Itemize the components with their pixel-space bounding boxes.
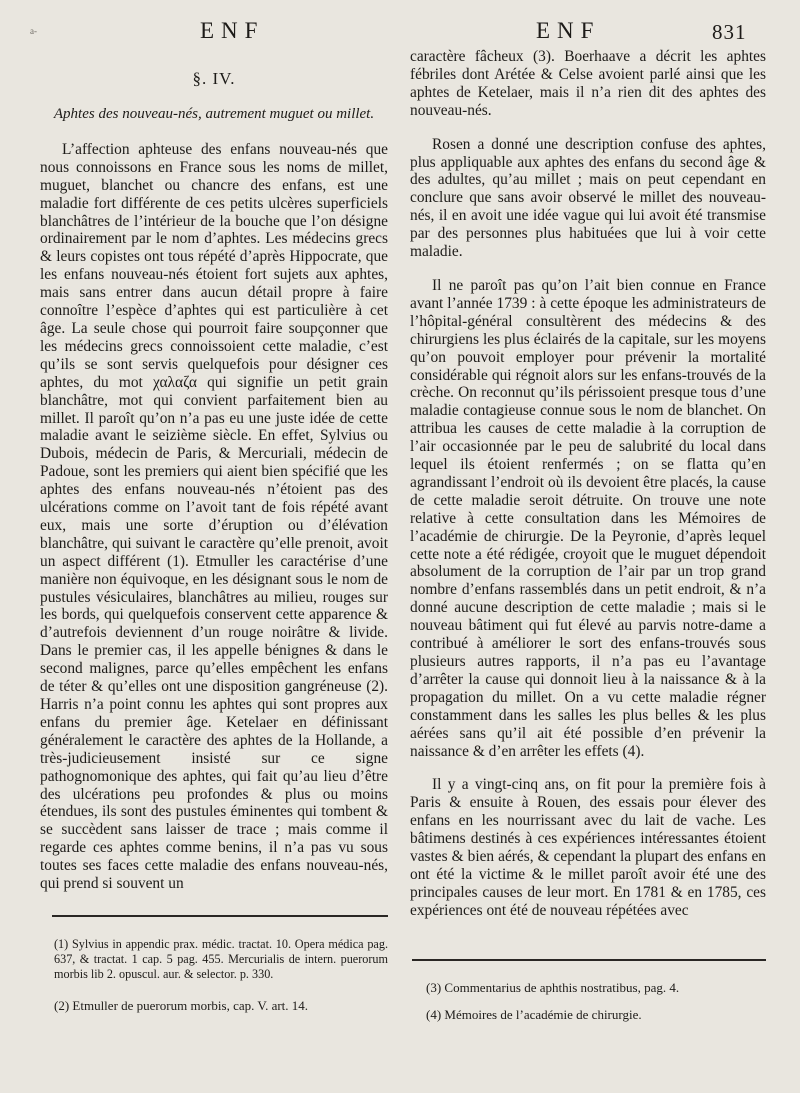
footnote: (2) Etmuller de puerorum morbis, cap. V. art. 14.: [54, 998, 309, 1013]
running-head-right: ENF: [536, 18, 601, 43]
paragraph: caractère fâcheux (3). Boerhaave a décrit les aphtes fébriles dont Arétée & Celse avoient parlé ainsi que les aphtes de Ketelaer, mais il n’a rien dit des aphtes des nouveau-nés.: [410, 48, 766, 119]
left-column: [40, 64, 388, 893]
paragraph: Il ne paroît pas qu’on l’ait bien connue en France avant l’année 1739 : à cette époque les administrateurs de l’hôpital-général consultèrent des médecins & des chirurgiens les plus éclairés de la capitale, sur les moyens qu’on pouvoit employer pour prévenir la mortalité considérable qui régnoit alors sur les enfans-trouvés de la crèche. On reconnut qu’ils périssoient presque tous d’une maladie contagieuse connue sous le nom de blanchet. On attribua les causes de cette maladie à la corruption de l’air occasionnée par le peu de salubrité du local dans lequel ils étoient renfermés ; on se flatta qu’en agrandissant l’endroit où ils devoient être placés, la cause de cette maladie seroit détruite. On trouve une note relative à cette consultation dans les Mémoires de l’académie de chirurgie. De la Peyronie, d’après lequel cette note a été rédigée, croyoit que le muguet dépendoit absolument de la corruption de l’air par un trop grand nombre d’enfans rassemblés dans un petit endroit, & n’a donné aucune description de cette maladie ; mais si le nouveau bâtiment qui fut élevé au parvis notre-dame a contribué à améliorer le sort des enfans-trouvés sous plusieurs autres rapports, il n’a pas eu l’avantage d’arrêter la cause qui donnoit lieu à la naissance & à la propagation du millet. On a vu cette maladie régner constamment dans les salles les plus belles & les plus aérées sans qu’il ait été possible d’en prévenir la naissance & d’en arrêter les effets (4).: [410, 276, 766, 760]
paragraph: Il y a vingt-cinq ans, on fit pour la première fois à Paris & ensuite à Rouen, des essais pour élever des enfans en les nourrissant avec du lait de vache. Les bâtimens destinés à ces expériences intéressantes étoient vastes & bien aérés, & cependant la plupart des enfans en ont été la victime & le millet paroît avoir été une des principales causes de leur mort. En 1781 & en 1785, ces expériences ont été de nouveau répétées avec: [410, 776, 766, 919]
footnotes-right: [426, 980, 766, 1022]
footnotes-left: [54, 937, 388, 1013]
footnote-divider-right: [412, 959, 766, 961]
footnote: (1) Sylvius in appendic prax. médic. tractat. 10. Opera médica pag. 637, & tractat. 1 cap. 5 pag. 455. Mercurialis de intern. puerorum morbis lib 2. opuscul. aur. & selector. p. 330.: [54, 937, 388, 981]
paragraph: L’affection aphteuse des enfans nouveau-nés que nous connoissons en France sous les noms de millet, muguet, blanchet ou chancre des enfans, est une maladie fort différente de ces petits ulcères superficiels blanchâtres de l’intérieur de la bouche que l’on désigne ordinairement par le nom d’aphtes. Les médecins grecs & leurs copistes ont tous répété d’après Hippocrate, que les enfans nouveau-nés étoient fort sujets aux aphtes, mais sans entrer dans aucun détail propre à faire connoître l’espèce d’aphtes qui est particulière à cet âge. La seule chose qui pourroit faire soupçonner que les médecins grecs connoissoient cette maladie, c’est qu’ils se sont servis quelquefois pour désigner ces aphtes, du mot χαλαζα qui signifie un petit grain blanchâtre, mot qui convient parfaitement bien au millet. Il paroît qu’on n’a pas eu une juste idée de cette maladie avant le seizième siècle. En effet, Sylvius ou Dubois, médecin de Paris, & Mercuriali, médecin de Padoue, sont les premiers qui aient bien spécifié que les aphtes des enfans nouveau-nés n’étoient pas des ulcérations comme on l’avoit tant de fois répété avant eux, mais une sorte d’éruption ou d’élévation blanchâtre, qui suivant le caractère qu’elle prenoit, avoit un aspect différent (1). Etmuller les caractérise d’une manière non équivoque, en les désignant sous le nom de pustules vésiculaires, blanchâtres au milieu, rouges sur les bords, qui quelquefois conservent cette apparence & d’autrefois deviennent d’un rouge noirâtre & livide. Dans le premier cas, il les appelle bénignes & dans le second malignes, parce qu’elles empêchent les enfans de téter & qu’elles ont une disposition gangréneuse (2). Harris n’a point connu les aphtes qui sont propres aux enfans du premier âge. Ketelaer en définissant généralement le caractère des aphtes de la Hollande, a très-judicieusement insisté sur ce signe pathognomonique des aphtes, qui fait qu’au lieu d’être des ulcérations peu profondes & plus ou moins étendues, ils sont des pustules éminentes qui tombent & se succèdent sans laisser de trace ; mais comme il regarde ces aphtes comme benins, il n’a pas vu sous toutes ses faces cette maladie des enfans nouveau-nés, qui prend si souvent un: [40, 140, 388, 893]
right-column: [410, 48, 766, 920]
section-subtitle: Aphtes des nouveau-nés, autrement muguet ou millet.: [53, 105, 375, 122]
corner-mark: a-: [30, 26, 37, 36]
running-header: [0, 14, 800, 48]
footnote: (4) Mémoires de l’académie de chirurgie.: [426, 1007, 642, 1022]
section-heading: §. IV.: [192, 69, 236, 88]
running-head-left: ENF: [200, 18, 265, 43]
footnote-divider-left: [52, 915, 388, 917]
paragraph: Rosen a donné une description confuse des aphtes, plus appliquable aux aphtes des enfans du second âge & des adultes, qu’au millet ; mais on peut cependant en conclure que sans avoir observé le millet des nouveau-nés, il en avoit une idée vague qui lui avoit été transmise par des personnes plus habituées que lui à voir cette maladie.: [410, 135, 766, 261]
footnote: (3) Commentarius de aphthis nostratibus, pag. 4.: [426, 980, 680, 995]
page-number: 831: [712, 20, 747, 44]
